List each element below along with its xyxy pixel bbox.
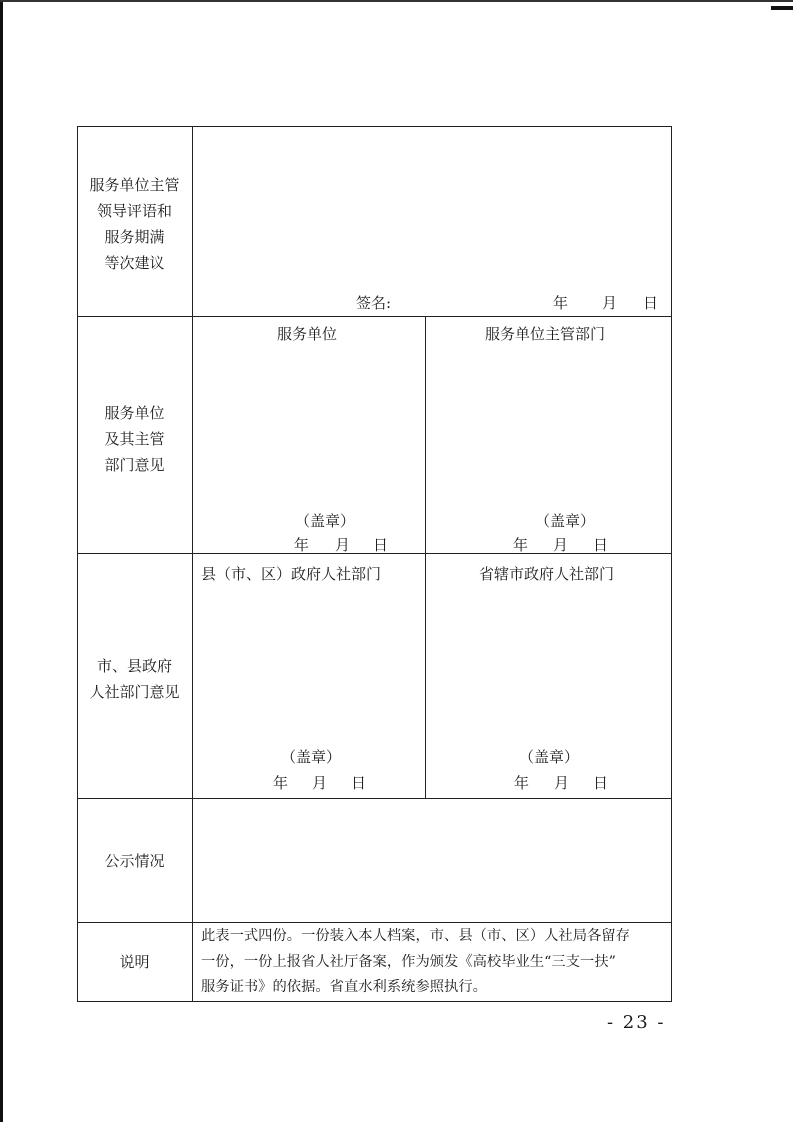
unit-opinion-left-field[interactable] [193,348,425,508]
gov-opinion-left-title: 县（市、区）政府人社部门 [201,565,382,583]
unit-left-date-day: 日 [373,536,389,554]
unit-left-date-year: 年 [294,536,310,554]
border-bottom [77,1001,672,1002]
gov-opinion-right-stamp: （盖章） [519,748,580,766]
publicity-field[interactable] [193,799,671,922]
notes-label: 说明 [119,953,150,971]
notes-line: 一份，一份上报省人社厅备案，作为颁发《高校毕业生“三支一扶” [201,953,616,970]
gov-opinion-label-line: 市、县政府 [96,657,172,675]
unit-opinion-left-stamp: （盖章） [295,512,356,530]
unit-opinion-label [77,400,192,478]
unit-opinion-right-stamp: （盖章） [535,512,596,530]
scan-edge-top [0,0,793,2]
unit-opinion-label-line: 及其主管 [104,430,165,448]
row-divider-1 [77,316,672,317]
notes-text [201,924,671,1001]
unit-opinion-label-line: 部门意见 [104,456,165,474]
gov-opinion-label-line: 人社部门意见 [89,683,180,701]
row-divider-4 [77,922,672,923]
scan-edge-mark [771,6,793,10]
leader-comment-label-line: 服务期满 [104,228,165,246]
leader-comment-label-line: 服务单位主管 [89,176,180,194]
unit-opinion-right-field[interactable] [426,348,671,508]
notes-line: 服务证书》的依据。省直水利系统参照执行。 [201,979,487,995]
signature-label: 签名: [356,294,392,312]
publicity-label: 公示情况 [104,852,165,870]
unit-opinion-left-title: 服务单位 [277,325,338,343]
gov-left-date-month: 月 [312,774,328,792]
page-number: - 23 - [607,1012,666,1033]
gov-opinion-left-field[interactable] [193,588,425,738]
gov-opinion-label [77,653,192,705]
border-right [671,126,672,1002]
leader-date-day: 日 [643,294,659,312]
leader-date-year: 年 [553,294,569,312]
gov-right-date-year: 年 [514,774,530,792]
gov-right-date-month: 月 [554,774,570,792]
gov-opinion-left-stamp: （盖章） [281,748,342,766]
leader-comment-field[interactable] [193,127,671,287]
form-table [77,126,672,1002]
gov-opinion-right-field[interactable] [426,588,671,738]
gov-opinion-right-title: 省辖市政府人社部门 [479,565,615,583]
leader-comment-label [77,172,192,276]
gov-left-date-day: 日 [351,774,367,792]
leader-comment-label-line: 领导评语和 [96,202,172,220]
unit-opinion-right-title: 服务单位主管部门 [485,325,606,343]
gov-right-date-day: 日 [593,774,609,792]
unit-right-date-day: 日 [593,536,609,554]
scan-edge-left [0,0,3,1122]
leader-date-month: 月 [602,294,618,312]
unit-right-date-month: 月 [553,536,569,554]
unit-right-date-year: 年 [513,536,529,554]
leader-comment-label-line: 等次建议 [104,254,165,272]
notes-line: 此表一式四份。一份装入本人档案，市、县（市、区）人社局各留存 [201,928,630,944]
unit-opinion-label-line: 服务单位 [104,404,165,422]
unit-left-date-month: 月 [335,536,351,554]
gov-left-date-year: 年 [273,774,289,792]
